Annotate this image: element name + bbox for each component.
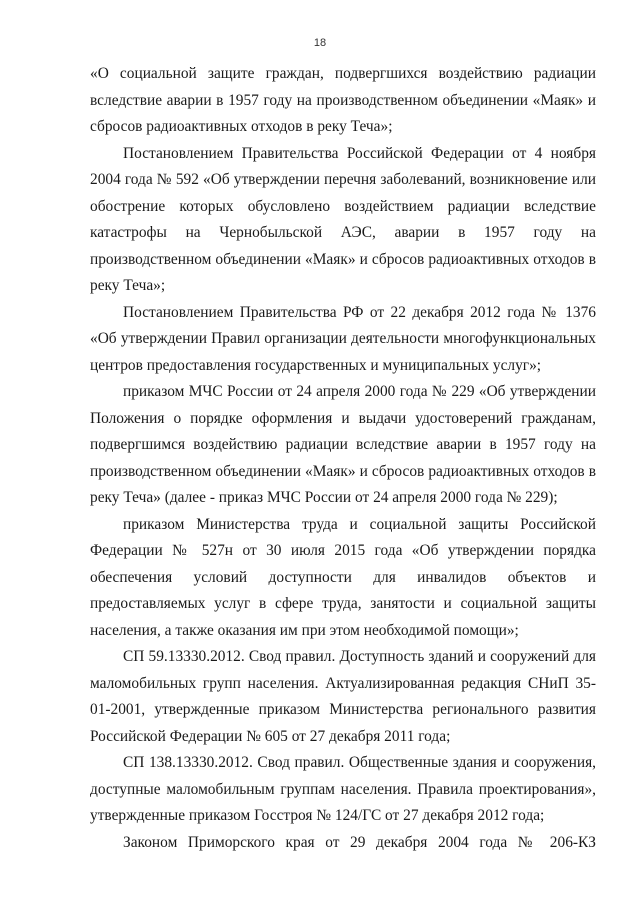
paragraph-government-resolution-592: Постановлением Правительства Российской Федерации от 4 ноября 2004 года № 592 «Об утверждении перечня заболеваний, возникновение или обострение которых обусловлено воздействием радиации вследствие катастрофы на Чернобыльской АЭС, аварии в 1957 году на производственном объединении «Маяк» и сбросов радиоактивных отходов в реку Теча»; <box>90 144 596 294</box>
document-body <box>90 61 596 856</box>
paragraph-sp-138: СП 138.13330.2012. Свод правил. Общественные здания и сооружения, доступные маломобильным группам населения. Правила проектирования», утвержденные приказом Госстроя № 124/ГС от 27 декабря 2012 года; <box>90 754 596 824</box>
paragraph-mchs-order-229: приказом МЧС России от 24 апреля 2000 года № 229 «Об утверждении Положения о порядке оформления и выдачи удостоверений гражданам, подвергшимся воздействию радиации вследствие аварии в 1957 году на производственном объединении «Маяк» и сбросов радиоактивных отходов в реку Теча» (далее - приказ МЧС России от 24 апреля 2000 года № 229); <box>90 383 596 506</box>
paragraph-sp-59: СП 59.13330.2012. Свод правил. Доступность зданий и сооружений для маломобильных групп населения. Актуализированная редакция СНиП 35-01-2001, утвержденные приказом Министерства регионального развития Российской Федерации № 605 от 27 декабря 2011 года; <box>90 648 596 745</box>
paragraph-primorsky-law: Законом Приморского края от 29 декабря 2004 года № 206-КЗ <box>123 833 596 851</box>
paragraph-labor-ministry-order-527n: приказом Министерства труда и социальной защиты Российской Федерации № 527н от 30 июля 2015 года «Об утверждении порядка обеспечения условий доступности для инвалидов объектов и предоставляемых услуг в сфере труда, занятости и социальной защиты населения, а также оказания им при этом необходимой помощи»; <box>90 515 596 639</box>
paragraph-law-reference: «О социальной защите граждан, подвергшихся воздействию радиации вследствие аварии в 1957 году на производственном объединении «Маяк» и сбросов радиоактивных отходов в реку Теча»; <box>90 65 596 135</box>
page-number: 18 <box>313 37 327 49</box>
paragraph-government-resolution-1376: Постановлением Правительства РФ от 22 декабря 2012 года № 1376 «Об утверждении Правил организации деятельности многофункциональных центров предоставления государственных и муниципальных услуг»; <box>90 303 596 374</box>
